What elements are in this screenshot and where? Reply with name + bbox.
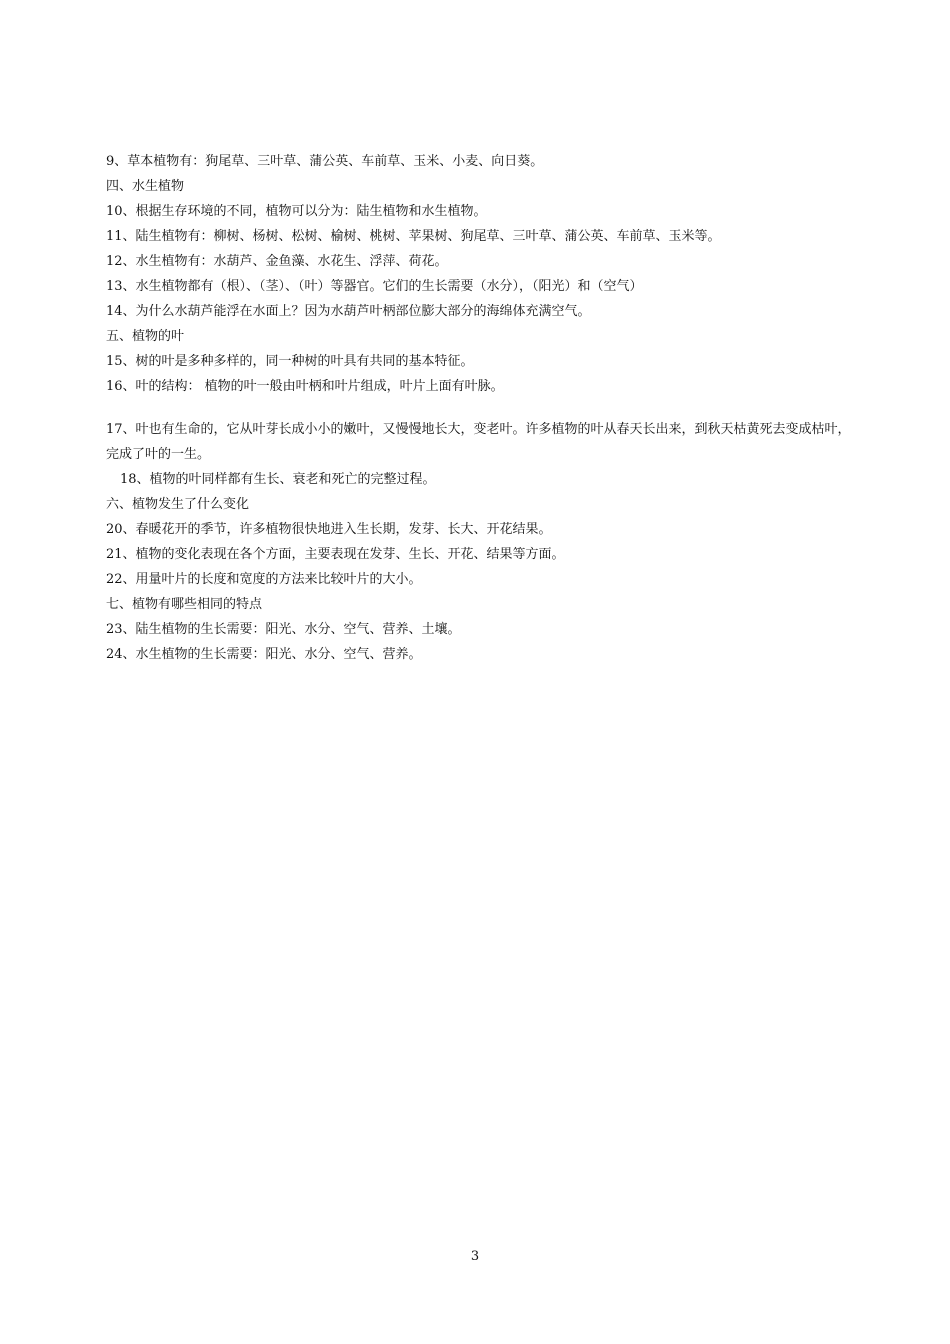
- page-number: 3: [470, 1249, 480, 1264]
- text-line: 24、水生植物的生长需要：阳光、水分、空气、营养。: [106, 647, 422, 662]
- document-body: [106, 149, 866, 667]
- text-line: 10、根据生存环境的不同，植物可以分为：陆生植物和水生植物。: [106, 204, 487, 219]
- text-line: 21、植物的变化表现在各个方面，主要表现在发芽、生长、开花、结果等方面。: [106, 547, 565, 562]
- text-line: 20、春暖花开的季节，许多植物很快地进入生长期，发芽、长大、开花结果。: [106, 522, 552, 537]
- section-heading: 五、植物的叶: [106, 329, 185, 344]
- text-line: 16、叶的结构： 植物的叶一般由叶柄和叶片组成，叶片上面有叶脉。: [106, 379, 504, 394]
- text-line: 18、植物的叶同样都有生长、衰老和死亡的完整过程。: [120, 472, 436, 487]
- text-line: 9、草本植物有：狗尾草、三叶草、蒲公英、车前草、玉米、小麦、向日葵。: [106, 154, 544, 169]
- text-paragraph: 17、叶也有生命的，它从叶芽长成小小的嫩叶，又慢慢地长大，变老叶。许多植物的叶从春天长出来，到秋天枯黄死去变成枯叶，完成了叶的一生。: [106, 422, 851, 462]
- text-line: 14、为什么水葫芦能浮在水面上？因为水葫芦叶柄部位膨大部分的海绵体充满空气。: [106, 304, 591, 319]
- text-line: 22、用量叶片的长度和宽度的方法来比较叶片的大小。: [106, 572, 422, 587]
- blank-spacer: [106, 399, 866, 417]
- text-line: 12、水生植物有：水葫芦、金鱼藻、水花生、浮萍、荷花。: [106, 254, 448, 269]
- text-line: 15、树的叶是多种多样的，同一种树的叶具有共同的基本特征。: [106, 354, 474, 369]
- text-line: 11、陆生植物有：柳树、杨树、松树、榆树、桃树、苹果树、狗尾草、三叶草、蒲公英、车前草、玉米等。: [106, 229, 721, 244]
- section-heading: 四、水生植物: [106, 179, 185, 194]
- text-line: 23、陆生植物的生长需要：阳光、水分、空气、营养、土壤。: [106, 622, 461, 637]
- section-heading: 六、植物发生了什么变化: [106, 497, 250, 512]
- section-heading: 七、植物有哪些相同的特点: [106, 597, 263, 612]
- text-line: 13、水生植物都有（根）、（茎）、（叶）等器官。它们的生长需要（水分），（阳光）和（空气）: [106, 279, 643, 294]
